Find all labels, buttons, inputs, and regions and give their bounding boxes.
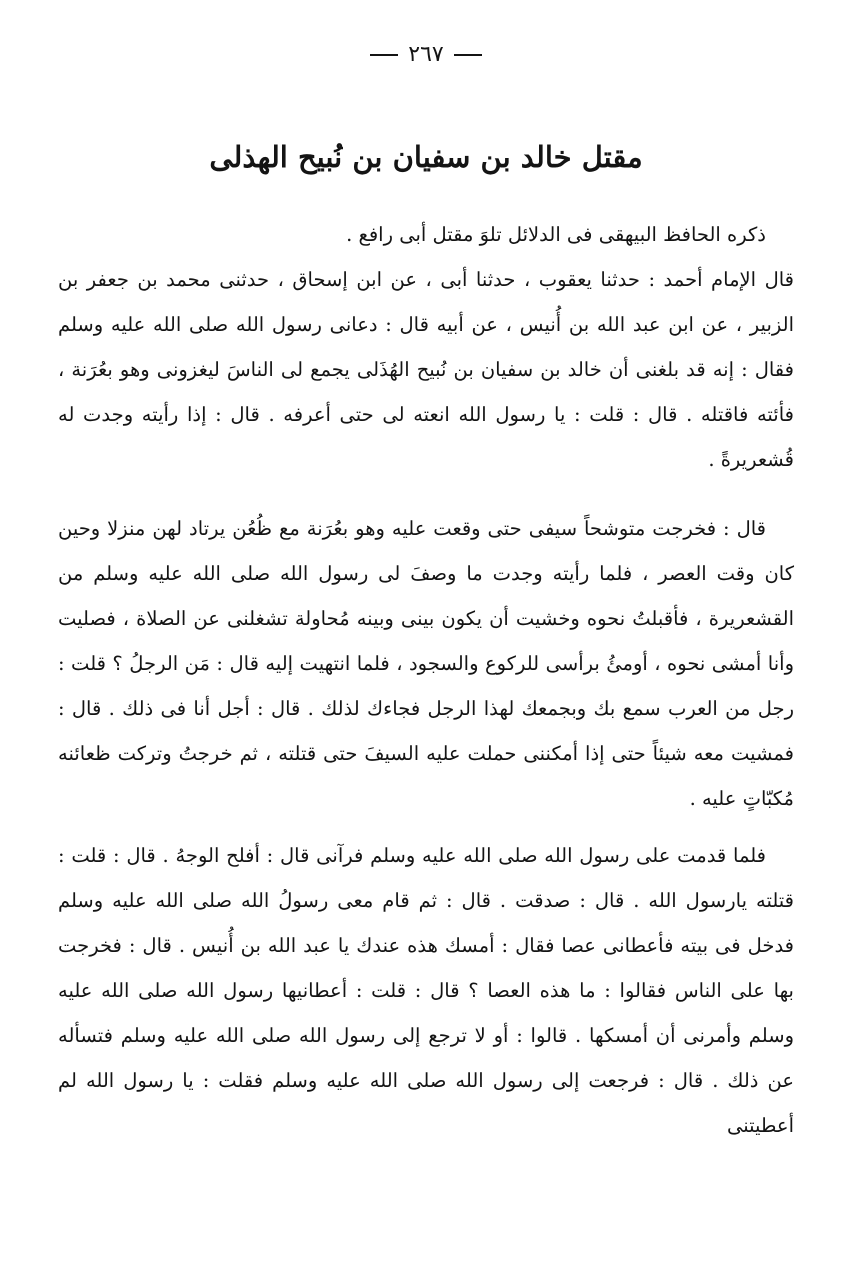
paragraph-source-note: ذكره الحافظ البيهقى فى الدلائل تلوَ مقتل أبى رافع . (346, 223, 766, 246)
book-page (58, 0, 794, 1280)
page-number-value: ٢٦٧ (408, 42, 444, 67)
chapter-title: مقتل خالد بن سفيان بن نُبيح الهذلى (209, 140, 643, 174)
paragraph-narrative: قال : فخرجت متوشحاً سيفى حتى وقعت عليه وهو بعُرَنة مع ظُعُن يرتاد لهن منزلا وحين كان وقت العصر ، فلما رأيته وجدت ما وصفَ لى رسول الله صلى الله عليه وسلم من القشعريرة ، فأقبلتُ نحوه وخشيت أن يكون بينى وبينه مُحاولة تشغلنى عن الصلاة ، فصليت وأنا أمشى نحوه ، أومئُ برأسى للركوع والسجود ، فلما انتهيت إليه قال : مَن الرجلُ ؟ قلت : رجل من العرب سمع بك وبجمعك لهذا الرجل فجاءك لذلك . قال : أجل أنا فى ذلك . قال : فمشيت معه شيئاً حتى إذا أمكننى حملت عليه السيفَ حتى قتلته ، ثم خرجتُ وتركت ظعائنه مُكبّاتٍ عليه . (58, 517, 794, 810)
page-number (58, 42, 794, 67)
page-number-dash-left (370, 54, 398, 56)
paragraph-return: فلما قدمت على رسول الله صلى الله عليه وسلم فرآنى قال : أفلح الوجهُ . قال : قلت : قتلته يارسول الله . قال : صدقت . قال : ثم قام معى رسولُ الله صلى الله عليه وسلم فدخل فى بيته فأعطانى عصا فقال : أمسك هذه عندك يا عبد الله بن أُنيس . قال : فخرجت بها على الناس فقالوا : ما هذه العصا ؟ قال : قلت : أعطانيها رسول الله صلى الله عليه وسلم وأمرنى أن أمسكها . قالوا : أو لا ترجع إلى رسول الله صلى الله عليه وسلم فتسأله عن ذلك . قال : فرجعت إلى رسول الله صلى الله عليه وسلم فقلت : يا رسول الله لم أعطيتنى (58, 844, 794, 1137)
body-text (58, 212, 794, 1148)
page-number-dash-right (454, 54, 482, 56)
paragraph-isnad: قال الإمام أحمد : حدثنا يعقوب ، حدثنا أبى ، عن ابن إسحاق ، حدثنى محمد بن جعفر بن الزبير ، عن ابن عبد الله بن أُنيس ، عن أبيه قال : دعانى رسول الله صلى الله عليه وسلم فقال : إنه قد بلغنى أن خالد بن سفيان بن نُبيح الهُذَلى يجمع لى الناسَ ليغزونى وهو بعُرَنة ، فأئته فاقتله . قال : قلت : يا رسول الله انعته لى حتى أعرفه . قال : إذا رأيته وجدت له قُشعريرةً . (58, 268, 794, 471)
